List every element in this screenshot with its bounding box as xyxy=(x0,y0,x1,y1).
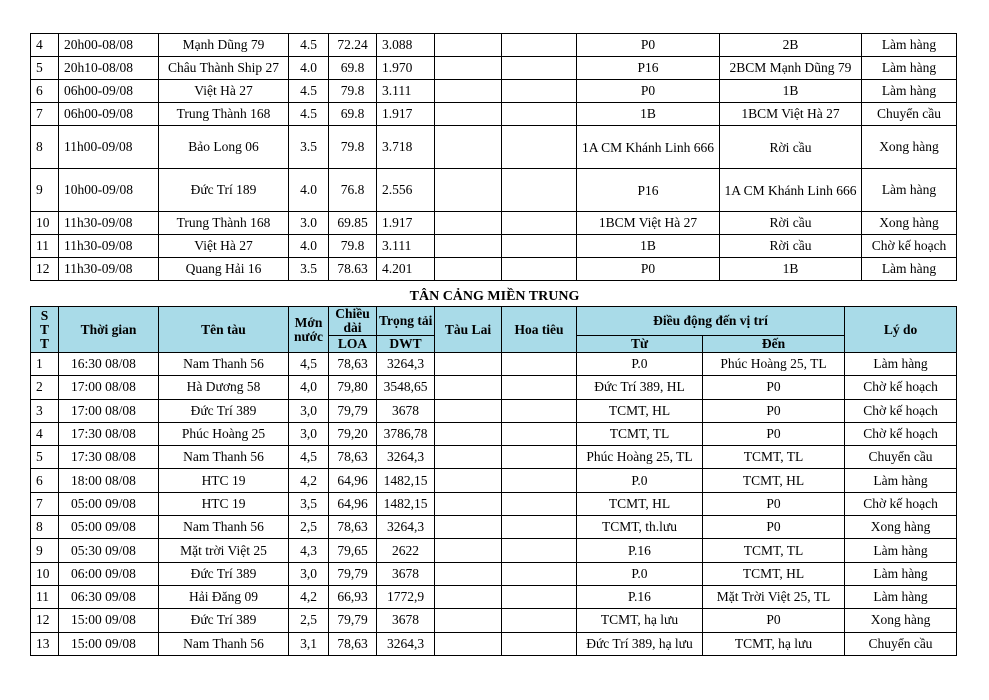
cell-pilot xyxy=(502,632,577,655)
cell-stt: 4 xyxy=(31,422,59,445)
cell-to: TCMT, HL xyxy=(703,469,845,492)
table-row xyxy=(31,492,957,515)
cell-reason: Làm hàng xyxy=(845,469,957,492)
cell-ship: Đức Trí 389 xyxy=(159,562,289,585)
table-row xyxy=(31,103,957,126)
cell-time: 10h00-09/08 xyxy=(59,169,159,212)
cell-ship: Mặt trời Việt 25 xyxy=(159,539,289,562)
cell-to: 1BCM Việt Hà 27 xyxy=(720,103,862,126)
cell-stt: 10 xyxy=(31,212,59,235)
cell-tug xyxy=(435,422,502,445)
cell-pilot xyxy=(502,103,577,126)
cell-to: 2BCM Mạnh Dũng 79 xyxy=(720,57,862,80)
cell-draft: 2,5 xyxy=(289,516,329,539)
cell-to: 1B xyxy=(720,80,862,103)
cell-loa: 78,63 xyxy=(329,632,377,655)
cell-pilot xyxy=(502,469,577,492)
cell-time: 18:00 08/08 xyxy=(59,469,159,492)
cell-time: 06h00-09/08 xyxy=(59,103,159,126)
cell-pilot xyxy=(502,376,577,399)
cell-time: 17:30 08/08 xyxy=(59,422,159,445)
cell-reason: Làm hàng xyxy=(845,562,957,585)
cell-tug xyxy=(435,353,502,376)
cell-draft: 4.5 xyxy=(289,80,329,103)
cell-pilot xyxy=(502,34,577,57)
table-row xyxy=(31,399,957,422)
header-time: Thời gian xyxy=(59,307,159,353)
berth-schedule-table-2 xyxy=(30,306,957,656)
cell-draft: 4,5 xyxy=(289,446,329,469)
cell-ship: Nam Thanh 56 xyxy=(159,516,289,539)
cell-stt: 4 xyxy=(31,34,59,57)
cell-loa: 79,20 xyxy=(329,422,377,445)
cell-draft: 4.0 xyxy=(289,235,329,258)
cell-stt: 7 xyxy=(31,103,59,126)
cell-draft: 4.5 xyxy=(289,34,329,57)
header-ship: Tên tàu xyxy=(159,307,289,353)
cell-from: TCMT, HL xyxy=(577,492,703,515)
header-tug: Tàu Lai xyxy=(435,307,502,353)
cell-stt: 9 xyxy=(31,539,59,562)
cell-dwt: 3786,78 xyxy=(377,422,435,445)
cell-time: 11h30-09/08 xyxy=(59,235,159,258)
cell-to: P0 xyxy=(703,609,845,632)
cell-to: P0 xyxy=(703,376,845,399)
cell-ship: Nam Thanh 56 xyxy=(159,353,289,376)
cell-to: 1B xyxy=(720,258,862,281)
cell-loa: 64,96 xyxy=(329,492,377,515)
cell-loa: 79,79 xyxy=(329,609,377,632)
cell-time: 05:30 09/08 xyxy=(59,539,159,562)
cell-reason: Xong hàng xyxy=(845,516,957,539)
cell-loa: 79,79 xyxy=(329,399,377,422)
berth-schedule-table-1 xyxy=(30,33,957,281)
table-row xyxy=(31,609,957,632)
cell-tug xyxy=(435,585,502,608)
cell-stt: 11 xyxy=(31,585,59,608)
cell-stt: 6 xyxy=(31,80,59,103)
cell-stt: 8 xyxy=(31,516,59,539)
cell-from: TCMT, th.lưu xyxy=(577,516,703,539)
cell-time: 11h30-09/08 xyxy=(59,258,159,281)
cell-time: 20h10-08/08 xyxy=(59,57,159,80)
cell-ship: Quang Hải 16 xyxy=(159,258,289,281)
cell-stt: 12 xyxy=(31,258,59,281)
cell-dwt: 1.970 xyxy=(377,57,435,80)
cell-to: P0 xyxy=(703,516,845,539)
cell-pilot xyxy=(502,258,577,281)
cell-draft: 3.5 xyxy=(289,258,329,281)
cell-draft: 3,0 xyxy=(289,422,329,445)
cell-to: P0 xyxy=(703,422,845,445)
cell-reason: Chờ kế hoạch xyxy=(862,235,957,258)
cell-to: Phúc Hoàng 25, TL xyxy=(703,353,845,376)
cell-dwt: 1.917 xyxy=(377,212,435,235)
cell-tug xyxy=(435,469,502,492)
cell-pilot xyxy=(502,235,577,258)
cell-stt: 3 xyxy=(31,399,59,422)
cell-ship: HTC 19 xyxy=(159,469,289,492)
cell-reason: Làm hàng xyxy=(845,585,957,608)
cell-time: 11h00-09/08 xyxy=(59,126,159,169)
cell-pilot xyxy=(502,446,577,469)
cell-pilot xyxy=(502,126,577,169)
header-from: Từ xyxy=(577,336,703,353)
cell-to: 1A CM Khánh Linh 666 xyxy=(720,169,862,212)
cell-loa: 78,63 xyxy=(329,516,377,539)
cell-reason: Chờ kế hoạch xyxy=(845,376,957,399)
cell-dwt: 3.111 xyxy=(377,80,435,103)
cell-draft: 4,2 xyxy=(289,469,329,492)
cell-dwt: 4.201 xyxy=(377,258,435,281)
cell-reason: Chờ kế hoạch xyxy=(845,422,957,445)
cell-tug xyxy=(435,169,502,212)
cell-to: P0 xyxy=(703,492,845,515)
cell-from: P.0 xyxy=(577,469,703,492)
cell-time: 15:00 09/08 xyxy=(59,609,159,632)
cell-ship: Trung Thành 168 xyxy=(159,103,289,126)
cell-draft: 4,5 xyxy=(289,353,329,376)
cell-from: P0 xyxy=(577,34,720,57)
cell-stt: 1 xyxy=(31,353,59,376)
table1-body xyxy=(31,34,957,281)
table-row xyxy=(31,169,957,212)
cell-time: 15:00 09/08 xyxy=(59,632,159,655)
cell-tug xyxy=(435,399,502,422)
cell-draft: 4.0 xyxy=(289,169,329,212)
cell-draft: 4.0 xyxy=(289,57,329,80)
cell-pilot xyxy=(502,353,577,376)
cell-loa: 79,80 xyxy=(329,376,377,399)
cell-dwt: 3264,3 xyxy=(377,632,435,655)
cell-dwt: 3678 xyxy=(377,399,435,422)
cell-to: TCMT, TL xyxy=(703,539,845,562)
header-stt: S T T xyxy=(31,307,59,353)
cell-time: 11h30-09/08 xyxy=(59,212,159,235)
table-row xyxy=(31,258,957,281)
cell-pilot xyxy=(502,609,577,632)
cell-ship: Đức Trí 389 xyxy=(159,399,289,422)
cell-to: Rời cầu xyxy=(720,212,862,235)
table-row xyxy=(31,57,957,80)
table-row xyxy=(31,562,957,585)
cell-dwt: 3.088 xyxy=(377,34,435,57)
cell-reason: Làm hàng xyxy=(862,80,957,103)
cell-from: P.0 xyxy=(577,562,703,585)
cell-ship: Nam Thanh 56 xyxy=(159,632,289,655)
cell-tug xyxy=(435,235,502,258)
cell-time: 16:30 08/08 xyxy=(59,353,159,376)
header-to: Đến xyxy=(703,336,845,353)
cell-dwt: 3.718 xyxy=(377,126,435,169)
cell-dwt: 3.111 xyxy=(377,235,435,258)
cell-ship: Bảo Long 06 xyxy=(159,126,289,169)
cell-loa: 79.8 xyxy=(329,126,377,169)
cell-tug xyxy=(435,80,502,103)
cell-time: 06:00 09/08 xyxy=(59,562,159,585)
cell-dwt: 1.917 xyxy=(377,103,435,126)
cell-from: P16 xyxy=(577,57,720,80)
cell-draft: 3,0 xyxy=(289,399,329,422)
cell-pilot xyxy=(502,539,577,562)
cell-stt: 2 xyxy=(31,376,59,399)
cell-tug xyxy=(435,34,502,57)
cell-tug xyxy=(435,103,502,126)
header-move: Điều động đến vị trí xyxy=(577,307,845,336)
cell-tug xyxy=(435,212,502,235)
cell-loa: 69.8 xyxy=(329,103,377,126)
cell-from: Đức Trí 389, hạ lưu xyxy=(577,632,703,655)
cell-time: 05:00 09/08 xyxy=(59,516,159,539)
table-row xyxy=(31,376,957,399)
cell-tug xyxy=(435,516,502,539)
cell-ship: Phúc Hoàng 25 xyxy=(159,422,289,445)
cell-to: Mặt Trời Việt 25, TL xyxy=(703,585,845,608)
header-tonnage: Trọng tải xyxy=(377,307,435,336)
cell-time: 17:30 08/08 xyxy=(59,446,159,469)
cell-reason: Chuyển cầu xyxy=(845,632,957,655)
cell-from: 1A CM Khánh Linh 666 xyxy=(577,126,720,169)
cell-tug xyxy=(435,446,502,469)
cell-reason: Làm hàng xyxy=(862,57,957,80)
cell-draft: 3,0 xyxy=(289,562,329,585)
cell-from: P16 xyxy=(577,169,720,212)
cell-ship: Việt Hà 27 xyxy=(159,235,289,258)
cell-loa: 79,65 xyxy=(329,539,377,562)
cell-to: TCMT, TL xyxy=(703,446,845,469)
cell-pilot xyxy=(502,212,577,235)
cell-dwt: 3678 xyxy=(377,562,435,585)
table-row xyxy=(31,446,957,469)
cell-dwt: 2622 xyxy=(377,539,435,562)
cell-to: TCMT, HL xyxy=(703,562,845,585)
cell-stt: 13 xyxy=(31,632,59,655)
cell-stt: 10 xyxy=(31,562,59,585)
table-row xyxy=(31,422,957,445)
table-row xyxy=(31,632,957,655)
header-loa: LOA xyxy=(329,336,377,353)
cell-time: 17:00 08/08 xyxy=(59,399,159,422)
cell-from: Phúc Hoàng 25, TL xyxy=(577,446,703,469)
cell-tug xyxy=(435,562,502,585)
cell-loa: 72.24 xyxy=(329,34,377,57)
cell-to: Rời cầu xyxy=(720,126,862,169)
cell-reason: Làm hàng xyxy=(862,169,957,212)
cell-pilot xyxy=(502,516,577,539)
header-row-1 xyxy=(31,307,957,336)
cell-dwt: 2.556 xyxy=(377,169,435,212)
cell-stt: 5 xyxy=(31,446,59,469)
cell-reason: Xong hàng xyxy=(845,609,957,632)
cell-ship: Việt Hà 27 xyxy=(159,80,289,103)
cell-ship: Châu Thành Ship 27 xyxy=(159,57,289,80)
cell-reason: Làm hàng xyxy=(845,539,957,562)
cell-time: 05:00 09/08 xyxy=(59,492,159,515)
cell-stt: 5 xyxy=(31,57,59,80)
cell-from: TCMT, TL xyxy=(577,422,703,445)
cell-loa: 79.8 xyxy=(329,80,377,103)
cell-loa: 78,63 xyxy=(329,446,377,469)
cell-tug xyxy=(435,126,502,169)
table-row xyxy=(31,34,957,57)
cell-dwt: 3264,3 xyxy=(377,353,435,376)
table-row xyxy=(31,212,957,235)
cell-tug xyxy=(435,632,502,655)
table-row xyxy=(31,80,957,103)
cell-from: TCMT, HL xyxy=(577,399,703,422)
cell-pilot xyxy=(502,57,577,80)
cell-time: 20h00-08/08 xyxy=(59,34,159,57)
cell-draft: 3,5 xyxy=(289,492,329,515)
cell-from: Đức Trí 389, HL xyxy=(577,376,703,399)
header-length: Chiều dài xyxy=(329,307,377,336)
cell-from: P.16 xyxy=(577,585,703,608)
cell-reason: Chờ kế hoạch xyxy=(845,492,957,515)
table-row xyxy=(31,353,957,376)
cell-ship: Mạnh Dũng 79 xyxy=(159,34,289,57)
cell-loa: 78,63 xyxy=(329,353,377,376)
cell-loa: 79,79 xyxy=(329,562,377,585)
cell-stt: 9 xyxy=(31,169,59,212)
table-row xyxy=(31,516,957,539)
cell-reason: Làm hàng xyxy=(845,353,957,376)
cell-draft: 4,3 xyxy=(289,539,329,562)
cell-from: TCMT, hạ lưu xyxy=(577,609,703,632)
cell-pilot xyxy=(502,422,577,445)
cell-from: P.0 xyxy=(577,353,703,376)
cell-ship: Đức Trí 189 xyxy=(159,169,289,212)
cell-pilot xyxy=(502,492,577,515)
cell-to: Rời cầu xyxy=(720,235,862,258)
cell-tug xyxy=(435,258,502,281)
cell-loa: 78.63 xyxy=(329,258,377,281)
cell-dwt: 1482,15 xyxy=(377,469,435,492)
cell-from: 1B xyxy=(577,235,720,258)
cell-stt: 6 xyxy=(31,469,59,492)
cell-ship: Trung Thành 168 xyxy=(159,212,289,235)
cell-from: 1BCM Việt Hà 27 xyxy=(577,212,720,235)
cell-reason: Chuyển cầu xyxy=(845,446,957,469)
cell-tug xyxy=(435,539,502,562)
cell-dwt: 3548,65 xyxy=(377,376,435,399)
cell-pilot xyxy=(502,169,577,212)
header-draft: Mớn nước xyxy=(289,307,329,353)
table2-body xyxy=(31,353,957,656)
cell-draft: 4.5 xyxy=(289,103,329,126)
cell-draft: 3.0 xyxy=(289,212,329,235)
cell-dwt: 3678 xyxy=(377,609,435,632)
cell-draft: 3,1 xyxy=(289,632,329,655)
cell-dwt: 3264,3 xyxy=(377,516,435,539)
cell-from: 1B xyxy=(577,103,720,126)
cell-draft: 2,5 xyxy=(289,609,329,632)
cell-pilot xyxy=(502,585,577,608)
cell-draft: 3.5 xyxy=(289,126,329,169)
table-row xyxy=(31,585,957,608)
section-title: TÂN CẢNG MIỀN TRUNG xyxy=(409,289,580,304)
cell-from: P.16 xyxy=(577,539,703,562)
table-row xyxy=(31,126,957,169)
cell-loa: 66,93 xyxy=(329,585,377,608)
cell-tug xyxy=(435,376,502,399)
cell-draft: 4,2 xyxy=(289,585,329,608)
cell-dwt: 3264,3 xyxy=(377,446,435,469)
cell-reason: Chuyển cầu xyxy=(862,103,957,126)
cell-stt: 11 xyxy=(31,235,59,258)
cell-ship: Hà Dương 58 xyxy=(159,376,289,399)
cell-tug xyxy=(435,492,502,515)
cell-loa: 79.8 xyxy=(329,235,377,258)
header-dwt: DWT xyxy=(377,336,435,353)
cell-time: 06h00-09/08 xyxy=(59,80,159,103)
cell-ship: Nam Thanh 56 xyxy=(159,446,289,469)
cell-pilot xyxy=(502,399,577,422)
cell-ship: Hải Đăng 09 xyxy=(159,585,289,608)
cell-ship: Đức Trí 389 xyxy=(159,609,289,632)
cell-loa: 76.8 xyxy=(329,169,377,212)
cell-time: 06:30 09/08 xyxy=(59,585,159,608)
cell-pilot xyxy=(502,80,577,103)
cell-to: TCMT, hạ lưu xyxy=(703,632,845,655)
table-row xyxy=(31,235,957,258)
header-reason: Lý do xyxy=(845,307,957,353)
cell-from: P0 xyxy=(577,80,720,103)
cell-time: 17:00 08/08 xyxy=(59,376,159,399)
cell-stt: 12 xyxy=(31,609,59,632)
cell-tug xyxy=(435,57,502,80)
cell-reason: Làm hàng xyxy=(862,258,957,281)
cell-to: P0 xyxy=(703,399,845,422)
cell-loa: 64,96 xyxy=(329,469,377,492)
cell-draft: 4,0 xyxy=(289,376,329,399)
cell-ship: HTC 19 xyxy=(159,492,289,515)
cell-reason: Chờ kế hoạch xyxy=(845,399,957,422)
cell-stt: 7 xyxy=(31,492,59,515)
cell-to: 2B xyxy=(720,34,862,57)
cell-reason: Xong hàng xyxy=(862,212,957,235)
cell-stt: 8 xyxy=(31,126,59,169)
cell-reason: Làm hàng xyxy=(862,34,957,57)
header-pilot: Hoa tiêu xyxy=(502,307,577,353)
cell-loa: 69.85 xyxy=(329,212,377,235)
cell-dwt: 1772,9 xyxy=(377,585,435,608)
cell-pilot xyxy=(502,562,577,585)
table-row xyxy=(31,539,957,562)
table-row xyxy=(31,469,957,492)
cell-tug xyxy=(435,609,502,632)
cell-from: P0 xyxy=(577,258,720,281)
cell-reason: Xong hàng xyxy=(862,126,957,169)
cell-dwt: 1482,15 xyxy=(377,492,435,515)
cell-loa: 69.8 xyxy=(329,57,377,80)
